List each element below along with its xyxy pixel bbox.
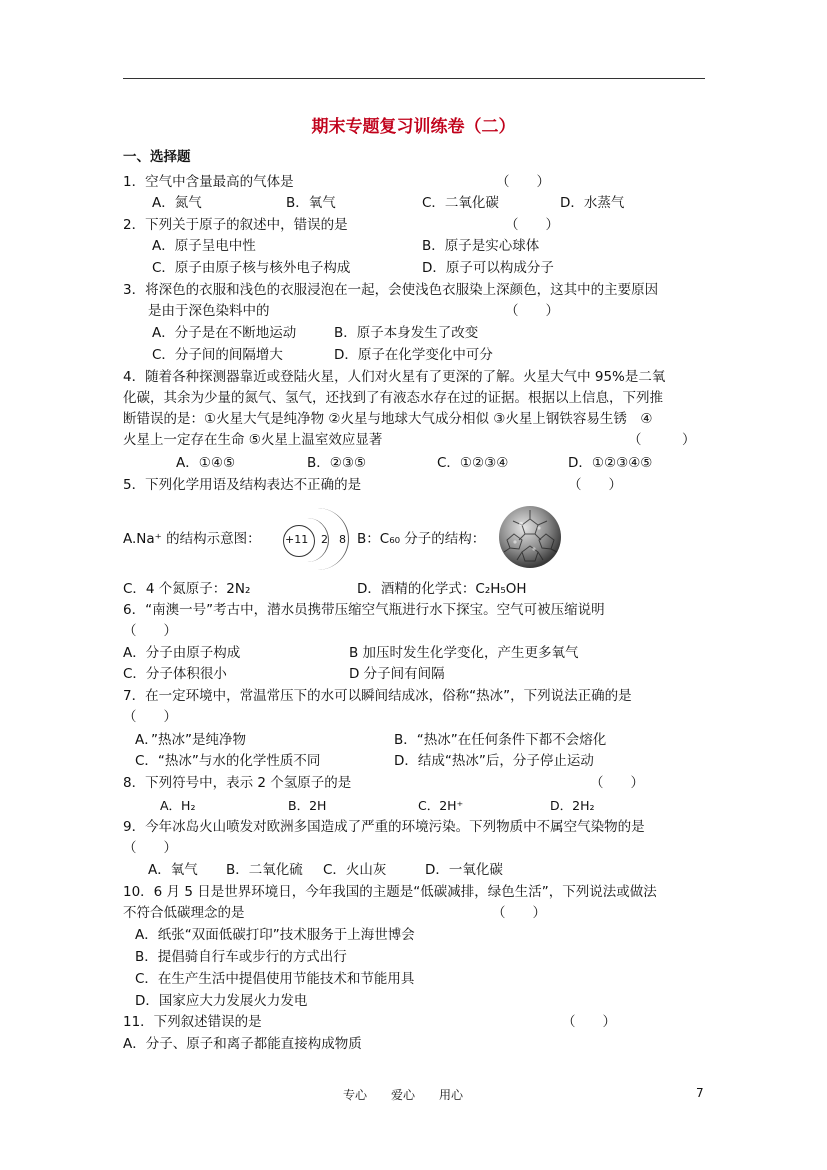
q2-stem: 2．下列关于原子的叙述中，错误的是: [123, 217, 348, 233]
q1-option-d: D．水蒸气: [560, 195, 625, 211]
footer-motto: 专心 爱心 用心: [343, 1088, 464, 1102]
q8-option-d: D．2H₂: [550, 798, 595, 813]
q10-option-b: B．提倡骑自行车或步行的方式出行: [135, 949, 347, 965]
q2-option-c: C．原子由原子核与核外电子构成: [152, 260, 351, 276]
q3-option-b: B．原子本身发生了改变: [334, 325, 479, 341]
q9-option-c: C．火山灰: [323, 862, 387, 878]
q10-stem-line2: 不符合低碳理念的是: [123, 905, 245, 921]
q5-option-d: D．酒精的化学式：C₂H₅OH: [357, 581, 527, 597]
q4-option-b: B．②③⑤: [307, 455, 367, 471]
q5-option-a-label: A.Na⁺ 的结构示意图：: [123, 531, 261, 547]
q1-option-a: A．氮气: [152, 195, 202, 211]
q8-option-b: B．2H: [288, 798, 327, 813]
q6-option-d: D 分子间有间隔: [349, 666, 445, 682]
q4-stem-line1: 4．随着各种探测器靠近或登陆火星，人们对火星有了更深的了解。火星大气中 95%是二氧: [123, 369, 666, 385]
q10-option-d: D．国家应大力发展火力发电: [135, 993, 308, 1009]
q5-option-c: C．4 个氮原子：2N₂: [123, 581, 251, 597]
q4-stem-line4: 火星上一定存在生命 ⑤火星上温室效应显著: [123, 432, 383, 448]
sodium-ion-structure-diagram: [280, 506, 360, 572]
q9-option-d: D．一氧化碳: [425, 862, 503, 878]
section-heading: 一、选择题: [123, 149, 191, 165]
q11-stem: 11．下列叙述错误的是: [123, 1014, 262, 1030]
q10-option-a: A．纸张“双面低碳打印”技术服务于上海世博会: [135, 927, 415, 943]
q9-answer-paren: （ ）: [123, 840, 177, 856]
q1-answer-paren: （ ）: [496, 174, 550, 190]
q11-option-a: A．分子、原子和离子都能直接构成物质: [123, 1036, 362, 1052]
q7-option-b: B．“热冰”在任何条件下都不会熔化: [394, 732, 607, 748]
q5-option-b-label: B：C₆₀ 分子的结构：: [357, 531, 486, 547]
q9-stem: 9．今年冰岛火山喷发对欧洲多国造成了严重的环境污染。下列物质中不属空气染物的是: [123, 819, 645, 835]
q7-stem: 7．在一定环境中，常温常压下的水可以瞬间结成冰，俗称“热冰”，下列说法正确的是: [123, 688, 632, 704]
q7-answer-paren: （ ）: [123, 709, 177, 725]
q4-option-a: A．①④⑤: [176, 455, 236, 471]
q4-stem-line2: 化碳，其余为少量的氮气、氢气，还找到了有液态水存在过的证据。根据以上信息，下列推: [123, 390, 663, 406]
q2-option-d: D．原子可以构成分子: [422, 260, 554, 276]
c60-molecule-image: [496, 504, 564, 570]
q2-answer-paren: （ ）: [505, 217, 559, 233]
q8-stem: 8．下列符号中，表示 2 个氢原子的是: [123, 775, 352, 791]
page-title: 期末专题复习训练卷（二）: [311, 117, 516, 137]
q8-option-a: A．H₂: [160, 798, 196, 813]
q1-option-c: C．二氧化碳: [422, 195, 499, 211]
q6-answer-paren: （ ）: [123, 623, 177, 639]
q7-option-d: D．结成“热冰”后，分子停止运动: [394, 753, 594, 769]
q3-option-a: A．分子是在不断地运动: [152, 325, 297, 341]
q6-option-c: C．分子体积很小: [123, 666, 227, 682]
q4-option-d: D．①②③④⑤: [568, 455, 653, 471]
header-rule: [123, 78, 705, 79]
q8-answer-paren: （ ）: [590, 775, 644, 791]
q3-stem-line2: 是由于深色染料中的: [148, 303, 270, 319]
q3-answer-paren: （ ）: [505, 303, 559, 319]
q10-stem-line1: 10．6 月 5 日是世界环境日，今年我国的主题是“低碳减排，绿色生活”，下列说法或做法: [123, 884, 657, 900]
q3-option-c: C．分子间的间隔增大: [152, 347, 283, 363]
q9-option-a: A．氧气: [148, 862, 198, 878]
q1-option-b: B．氧气: [286, 195, 336, 211]
q9-option-b: B．二氧化硫: [226, 862, 303, 878]
q10-answer-paren: （ ）: [492, 905, 546, 921]
q5-answer-paren: （ ）: [568, 477, 622, 493]
q3-option-d: D．原子在化学变化中可分: [334, 347, 493, 363]
q1-stem: 1．空气中含量最高的气体是: [123, 174, 294, 190]
q4-answer-paren: （ ）: [628, 432, 696, 448]
q2-option-b: B．原子是实心球体: [422, 238, 540, 254]
q6-stem: 6．“南澳一号”考古中，潜水员携带压缩空气瓶进行水下探宝。空气可被压缩说明: [123, 602, 605, 618]
shell-1-electron-count: 2: [321, 533, 328, 546]
q6-option-a: A．分子由原子构成: [123, 645, 241, 661]
q6-option-b: B 加压时发生化学变化，产生更多氧气: [349, 645, 579, 661]
q8-option-c: C．2H⁺: [418, 798, 464, 813]
q4-option-c: C．①②③④: [437, 455, 509, 471]
nucleus-charge: +11: [285, 533, 309, 546]
q11-answer-paren: （ ）: [562, 1014, 616, 1030]
q4-stem-line3: 断错误的是：①火星大气是纯净物 ②火星与地球大气成分相似 ③火星上钢铁容易生锈 ④: [123, 411, 653, 427]
q10-option-c: C．在生产生活中提倡使用节能技术和节能用具: [135, 971, 415, 987]
page-number: 7: [696, 1086, 704, 1100]
q3-stem-line1: 3．将深色的衣服和浅色的衣服浸泡在一起，会使浅色衣服染上深颜色，这其中的主要原因: [123, 282, 659, 298]
shell-2-electron-count: 8: [339, 533, 346, 546]
q2-option-a: A．原子呈电中性: [152, 238, 256, 254]
q7-option-a: A．”热冰”是纯净物: [135, 732, 246, 748]
q7-option-c: C．“热冰”与水的化学性质不同: [135, 753, 321, 769]
q5-stem: 5．下列化学用语及结构表达不正确的是: [123, 477, 362, 493]
